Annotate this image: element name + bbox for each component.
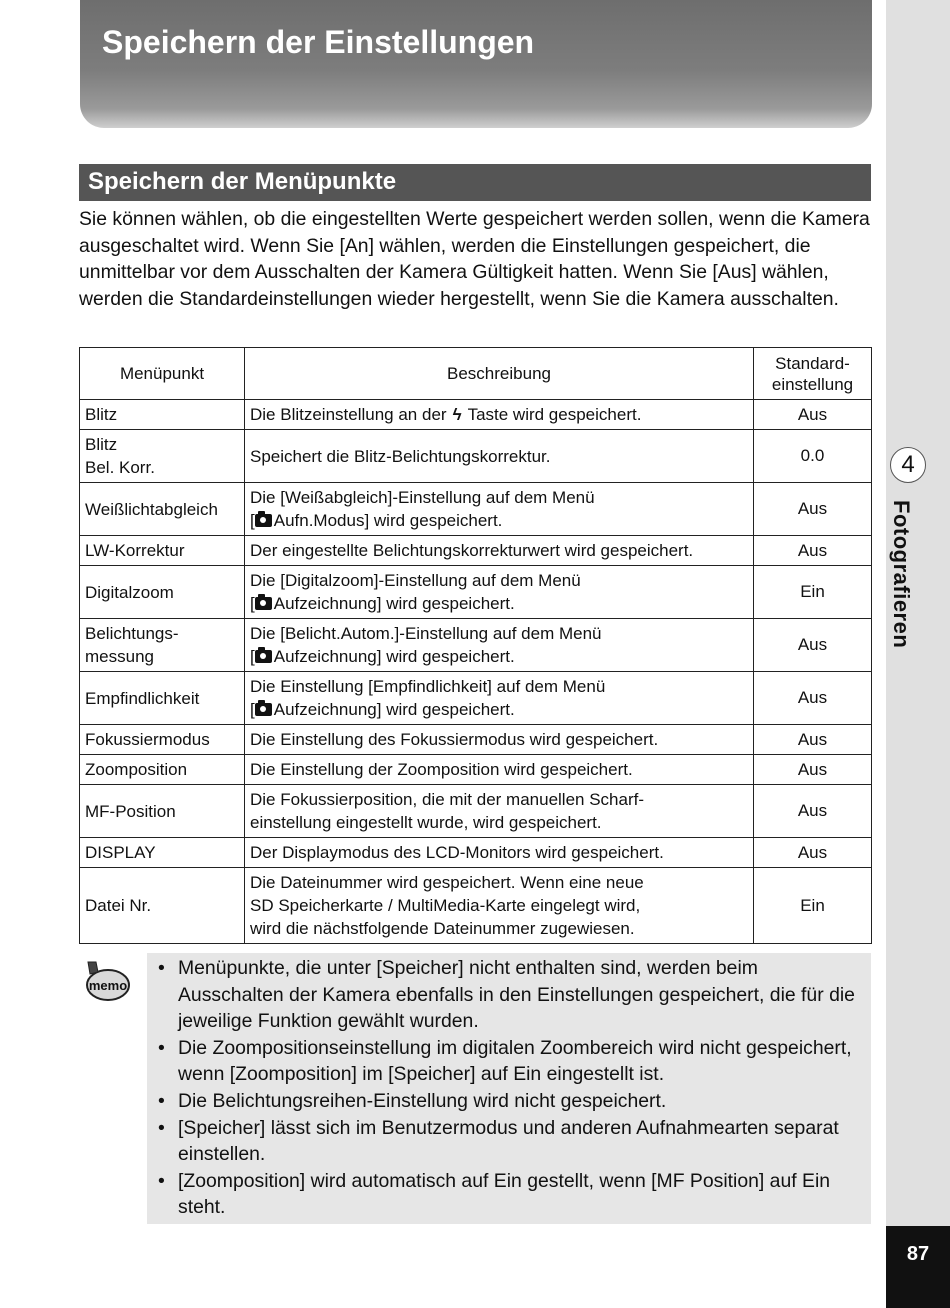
camera-icon [255,514,272,527]
default-cell: Aus [754,725,872,755]
table-row [80,838,872,868]
memo-item: • Die Zoompositionseinstellung im digitalen Zoombereich wird nicht gespeichert, wenn [Zoomposition] im [Speicher] auf Ein eingestellt ist. [155,1035,865,1088]
table-row [80,725,872,755]
menu-item-label: Blitz [85,435,118,454]
description-text: Aufzeichnung] wird gespeichert. [273,594,515,613]
table-header-row [80,348,872,400]
description-text: [ [250,647,255,666]
default-cell: Aus [754,536,872,566]
section-title: Speichern der Menüpunkte [88,168,397,195]
description-cell: Speichert die Blitz-Belichtungskorrektur. [245,430,754,483]
menu-item-cell: Fokussiermodus [80,725,245,755]
chapter-side-strip [886,0,950,1308]
intro-paragraph: Sie können wählen, ob die eingestellten Werte gespeichert werden sollen, wenn die Kamera ausgeschaltet wird. Wenn Sie [An] wählen, werden die Einstellungen gespeichert, die unmittelbar vor dem Ausschalten der Kamera Gültigkeit hatten. Wenn Sie [Aus] wählen, werden die Standardeinstellungen wieder hergestellt, wenn Sie die Kamera ausschalten. [79,208,870,310]
description-text: wird die nächstfolgende Dateinummer zugewiesen. [250,919,635,938]
memo-item: • Menüpunkte, die unter [Speicher] nicht enthalten sind, werden beim Ausschalten der Kamera ebenfalls in den Einstellungen gespeichert, die für die jeweilige Funktion gewählt wurden. [155,955,865,1035]
description-text: Die [Weißabgleich]-Einstellung auf dem Menü [250,488,595,507]
description-text: Die Einstellung [Empfindlichkeit] auf dem Menü [250,677,606,696]
table-row [80,755,872,785]
description-text: Aufzeichnung] wird gespeichert. [273,647,515,666]
memo-icon-label: memo [88,978,128,993]
chapter-label: Fotografieren [889,500,914,649]
menu-item-cell [80,430,245,483]
menu-item-cell: Empfindlichkeit [80,672,245,725]
description-text: Die Fokussierposition, die mit der manuellen Scharf- [250,790,645,809]
description-text: Die [Digitalzoom]-Einstellung auf dem Menü [250,571,581,590]
default-cell: Aus [754,672,872,725]
default-cell: 0.0 [754,430,872,483]
description-text: Die Blitzeinstellung an der [250,405,447,424]
memo-icon [82,958,130,1002]
menu-item-cell [80,400,245,430]
menu-item-label: Blitz [85,405,118,424]
menu-item-cell: DISPLAY [80,838,245,868]
memo-list [155,955,865,1221]
table-row [80,672,872,725]
description-text: Aufzeichnung] wird gespeichert. [273,700,515,719]
description-cell [245,400,754,430]
camera-icon [255,650,272,663]
menu-item-cell: Weißlichtabgleich [80,483,245,536]
table-row [80,430,872,483]
default-cell: Aus [754,838,872,868]
page-title: Speichern der Einstellungen [102,24,535,60]
default-cell: Aus [754,483,872,536]
description-cell [245,566,754,619]
description-cell: Der Displaymodus des LCD-Monitors wird gespeichert. [245,838,754,868]
memo-item: • [Zoomposition] wird automatisch auf Ein gestellt, wenn [MF Position] auf Ein steht. [155,1168,865,1221]
menu-item-label: Bel. Korr. [85,458,155,477]
description-text: Taste wird gespeichert. [467,405,642,424]
memo-item: • Die Belichtungsreihen-Einstellung wird nicht gespeichert. [155,1088,865,1115]
description-text: [ [250,700,255,719]
flash-icon: ϟ [452,405,462,424]
title-banner [80,0,872,128]
table-row [80,619,872,672]
description-cell [245,868,754,944]
description-cell: Die Einstellung des Fokussiermodus wird gespeichert. [245,725,754,755]
menu-item-cell: Digitalzoom [80,566,245,619]
description-cell [245,483,754,536]
header-description: Beschreibung [245,348,754,400]
table-row [80,536,872,566]
description-text: einstellung eingestellt wurde, wird gespeichert. [250,813,602,832]
header-menu-item: Menüpunkt [80,348,245,400]
header-default-line1: Standard- [775,353,850,373]
table-row [80,483,872,536]
table-row [80,400,872,430]
menu-item-label: Belichtungs- [85,624,179,643]
description-cell [245,619,754,672]
menu-item-cell: MF-Position [80,785,245,838]
description-text: [ [250,511,255,530]
camera-icon [255,597,272,610]
default-cell: Aus [754,400,872,430]
menu-item-label: messung [85,647,154,666]
default-cell: Aus [754,755,872,785]
description-text: SD Speicherkarte / MultiMedia-Karte eingelegt wird, [250,896,641,915]
memo-item: • [Speicher] lässt sich im Benutzermodus und anderen Aufnahmearten separat einstellen. [155,1115,865,1168]
table-row [80,566,872,619]
header-default-line2: einstellung [771,374,854,394]
table-row [80,785,872,838]
table-row [80,868,872,944]
description-cell [245,672,754,725]
settings-table [79,347,872,944]
header-default [754,348,872,400]
page-number: 87 [886,1226,950,1308]
default-cell: Aus [754,619,872,672]
chapter-number-badge: 4 [890,447,926,483]
description-text: Die Dateinummer wird gespeichert. Wenn eine neue [250,873,644,892]
menu-item-cell: Zoomposition [80,755,245,785]
default-cell: Aus [754,785,872,838]
default-cell: Ein [754,868,872,944]
description-text: [ [250,594,255,613]
menu-item-cell: LW-Korrektur [80,536,245,566]
description-cell [245,785,754,838]
default-cell: Ein [754,566,872,619]
description-text: Aufn.Modus] wird gespeichert. [273,511,503,530]
menu-item-cell: Datei Nr. [80,868,245,944]
description-text: Die [Belicht.Autom.]-Einstellung auf dem Menü [250,624,602,643]
camera-icon [255,703,272,716]
description-cell: Die Einstellung der Zoomposition wird gespeichert. [245,755,754,785]
description-cell: Der eingestellte Belichtungskorrekturwert wird gespeichert. [245,536,754,566]
menu-item-cell [80,619,245,672]
